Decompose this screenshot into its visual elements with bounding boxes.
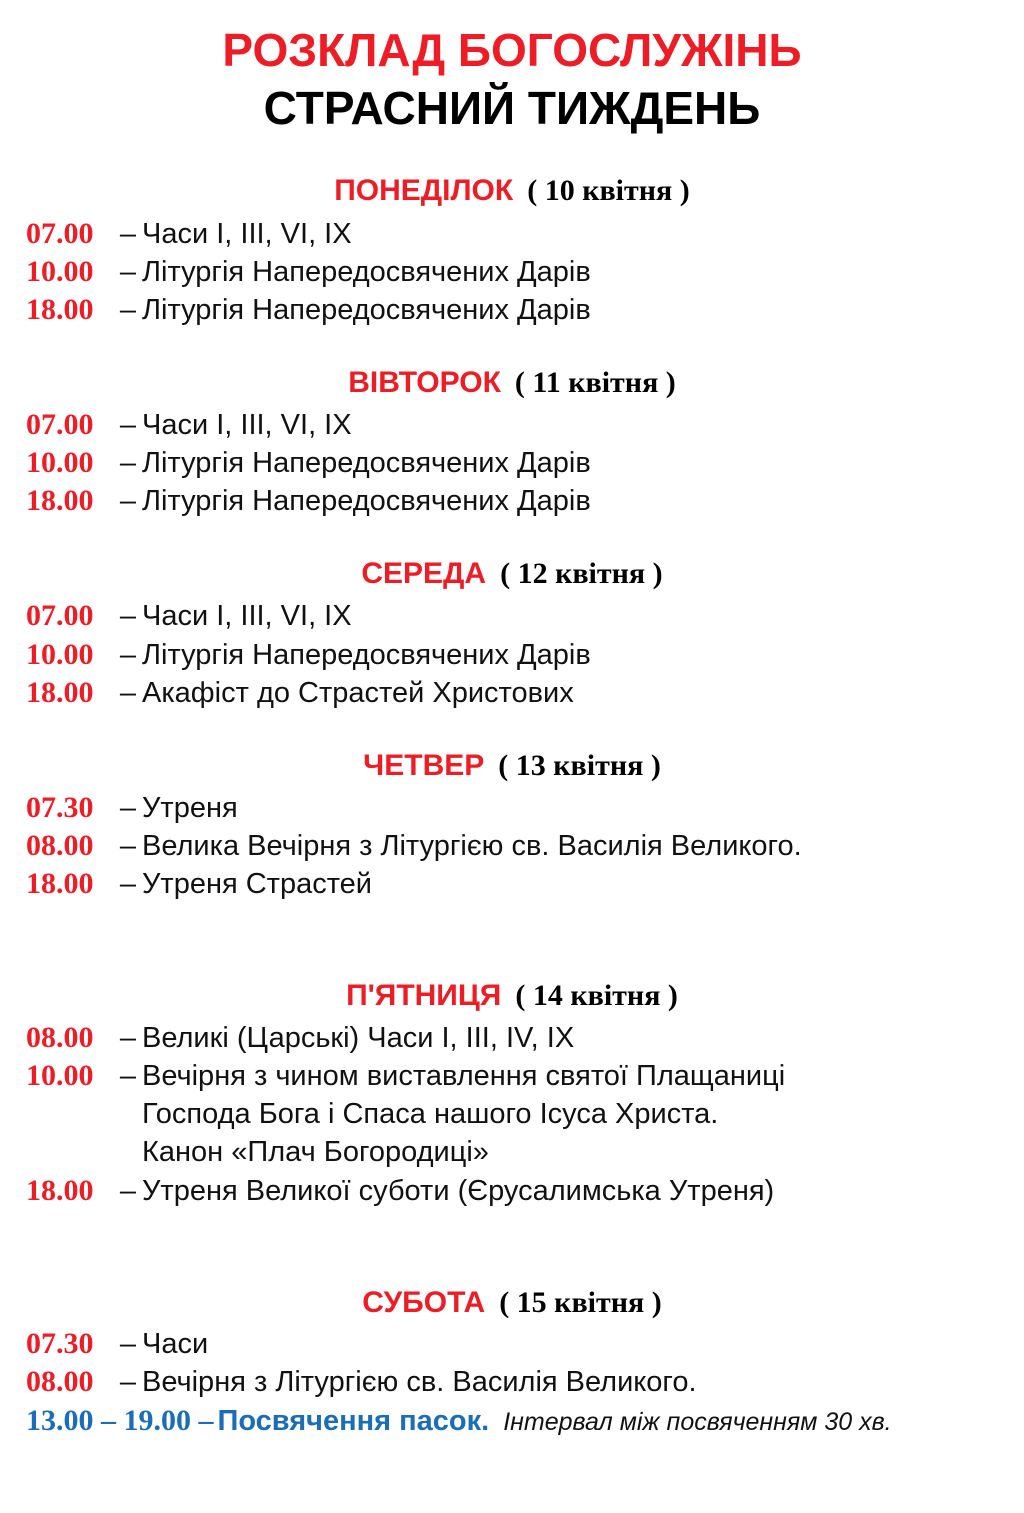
service-time: 07.30 — [26, 1327, 94, 1360]
schedule-row — [26, 1057, 785, 1095]
service-time: 10.00 — [26, 1059, 94, 1092]
dash: – — [119, 218, 137, 250]
service-name: Літургія Напередосвячених Дарів — [142, 294, 591, 326]
service-time: 07.30 — [26, 791, 94, 824]
dash: – — [119, 639, 137, 671]
service-name: Великі (Царські) Часи І, ІІІ, ІV, ІХ — [142, 1022, 575, 1054]
dash: – — [119, 792, 137, 824]
schedule-row — [26, 597, 352, 635]
service-name: Літургія Напередосвячених Дарів — [142, 256, 591, 288]
dash: – — [119, 447, 137, 479]
day-date: ( 11 квітня ) — [514, 366, 676, 399]
dash: – — [119, 1022, 137, 1054]
special-schedule-row — [26, 1402, 892, 1440]
service-name: Велика Вечірня з Літургією св. Василія Великого. — [142, 830, 802, 862]
day-name: П'ЯТНИЦЯ — [346, 979, 502, 1012]
day-name: ПОНЕДІЛОК — [334, 174, 514, 207]
dash: – — [119, 1060, 137, 1092]
day-date: ( 13 квітня ) — [498, 749, 661, 782]
dash: – — [119, 1328, 137, 1360]
service-name-highlight: Посвячення пасок. — [217, 1405, 490, 1437]
service-time: 07.00 — [26, 217, 94, 250]
service-time: 10.00 — [26, 638, 94, 671]
service-name: Акафіст до Страстей Христових — [142, 677, 574, 709]
service-name: Часи — [142, 1328, 209, 1360]
day-name: ВІВТОРОК — [348, 366, 501, 399]
dash: – — [119, 830, 137, 862]
day-heading-tuesday — [0, 366, 1024, 400]
schedule-row — [26, 827, 802, 865]
service-name: Утреня — [142, 792, 238, 824]
page-subtitle: СТРАСНИЙ ТИЖДЕНЬ — [263, 82, 761, 134]
dash: – — [119, 600, 137, 632]
service-time: 08.00 — [26, 829, 94, 862]
service-time: 07.00 — [26, 599, 94, 632]
service-name: Часи І, ІІІ, VІ, ІХ — [142, 218, 352, 250]
service-time: 08.00 — [26, 1365, 94, 1398]
service-time: 18.00 — [26, 1174, 94, 1207]
schedule-row — [26, 444, 591, 482]
service-time: 07.00 — [26, 408, 94, 441]
schedule-row — [26, 674, 574, 712]
schedule-row — [26, 1172, 774, 1210]
service-time: 10.00 — [26, 255, 94, 288]
schedule-row — [26, 215, 352, 253]
dash: – — [119, 485, 137, 517]
service-name: Часи І, ІІІ, VІ, ІХ — [142, 600, 352, 632]
schedule-row — [26, 291, 591, 329]
dash: – — [119, 677, 137, 709]
day-heading-friday — [0, 979, 1024, 1013]
service-name: Літургія Напередосвячених Дарів — [142, 485, 591, 517]
day-date: ( 12 квітня ) — [500, 557, 663, 590]
service-name: Літургія Напередосвячених Дарів — [142, 447, 591, 479]
service-name: Вечірня з чином виставлення святої Плащаниці — [142, 1060, 786, 1092]
service-name: Вечірня з Літургією св. Василія Великого. — [142, 1366, 697, 1398]
dash: – — [119, 868, 137, 900]
service-name: Літургія Напередосвячених Дарів — [142, 639, 591, 671]
dash: – — [119, 1175, 137, 1207]
service-time: 18.00 — [26, 293, 94, 326]
schedule-row — [26, 406, 352, 444]
day-name: СЕРЕДА — [361, 557, 487, 590]
service-time: 10.00 — [26, 446, 94, 479]
schedule-row — [26, 1019, 574, 1057]
service-name: Утреня Великої суботи (Єрусалимська Утреня) — [142, 1175, 775, 1207]
interval-note: Інтервал між посвяченням 30 хв. — [503, 1408, 892, 1436]
service-name: Утреня Страстей — [142, 868, 373, 900]
page-title: РОЗКЛАД БОГОСЛУЖІНЬ — [222, 24, 802, 76]
schedule-row — [26, 636, 591, 674]
day-heading-thursday — [0, 749, 1024, 783]
day-heading-wednesday — [0, 557, 1024, 591]
service-time: 18.00 — [26, 484, 94, 517]
dash: – — [119, 294, 137, 326]
dash: – — [119, 1366, 137, 1398]
dash: – — [119, 409, 137, 441]
day-heading-monday — [0, 174, 1024, 208]
service-time-range: 13.00 – 19.00 – — [26, 1404, 214, 1437]
schedule-row — [26, 253, 591, 291]
service-name-continuation: Господа Бога і Спаса нашого Ісуса Христа. — [142, 1098, 719, 1130]
service-time: 18.00 — [26, 867, 94, 900]
dash: – — [119, 256, 137, 288]
day-date: ( 10 квітня ) — [527, 174, 690, 207]
day-name: ЧЕТВЕР — [363, 749, 485, 782]
day-heading-saturday — [0, 1286, 1024, 1320]
schedule-row — [26, 1325, 208, 1363]
day-date: ( 14 квітня ) — [515, 979, 678, 1012]
service-name-continuation: Канон «Плач Богородиці» — [142, 1136, 489, 1168]
day-name: СУБОТА — [362, 1286, 486, 1319]
service-time: 18.00 — [26, 676, 94, 709]
service-name: Часи І, ІІІ, VІ, ІХ — [142, 409, 352, 441]
day-date: ( 15 квітня ) — [499, 1286, 662, 1319]
schedule-row — [26, 1363, 697, 1401]
schedule-row — [26, 482, 591, 520]
schedule-row — [26, 789, 238, 827]
service-time: 08.00 — [26, 1021, 94, 1054]
schedule-row — [26, 865, 372, 903]
